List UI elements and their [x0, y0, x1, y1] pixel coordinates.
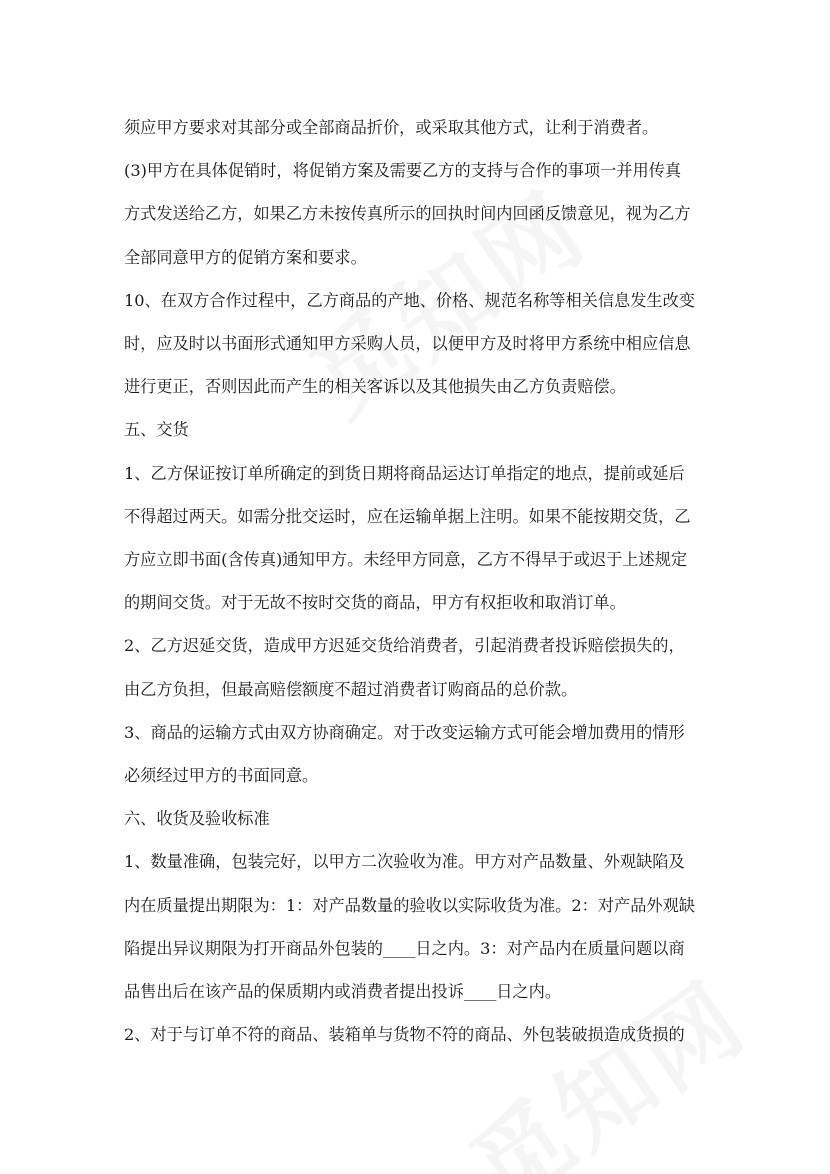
text-line: 1、数量准确，包装完好，以甲方二次验收为准。甲方对产品数量、外观缺陷及: [124, 852, 685, 872]
text-line: 3、商品的运输方式由双方协商确定。对于改变运输方式可能会增加费用的情形: [124, 722, 685, 742]
paragraph: [124, 711, 712, 797]
text-line: 1、乙方保证按订单所确定的到货日期将商品运达订单指定的地点，提前或延后: [124, 463, 685, 483]
text-line: 方式发送给乙方，如果乙方未按传真所示的回执时间内回函反馈意见，视为乙方: [124, 204, 691, 224]
paragraph: [124, 624, 712, 710]
text-line: 方应立即书面(含传真)通知甲方。未经甲方同意，乙方不得早于或迟于上述规定: [124, 550, 688, 570]
text-line: 必须经过甲方的书面同意。: [124, 766, 319, 786]
text-line: 2、对于与订单不符的商品、装箱单与货物不符的商品、外包装破损造成货损的: [124, 1025, 685, 1045]
text-line: 时，应及时以书面形式通知甲方采购人员，以便甲方及时将甲方系统中相应信息: [124, 334, 691, 354]
text-line: 的期间交货。对于无故不按时交货的商品，甲方有权拒收和取消订单。: [124, 593, 626, 613]
paragraph: [124, 1013, 712, 1056]
text-line: 须应甲方要求对其部分或全部商品折价，或采取其他方式，让利于消费者。: [124, 118, 659, 137]
section-heading: [124, 797, 712, 840]
text-line: 由乙方负担，但最高赔偿额度不超过消费者订购商品的总价款。: [124, 679, 578, 699]
text-line: 品售出后在该产品的保质期内或消费者提出投诉____日之内。: [124, 982, 562, 1002]
text-line: 全部同意甲方的促销方案和要求。: [124, 247, 367, 267]
text-line: 进行更正，否则因此而产生的相关客诉以及其他损失由乙方负责赔偿。: [124, 377, 626, 397]
text-line: (3)甲方在具体促销时，将促销方案及需要乙方的支持与合作的事项一并用传真: [124, 161, 682, 181]
text-line: 六、收货及验收标准: [124, 809, 270, 829]
section-heading: [124, 408, 712, 451]
paragraph: [124, 840, 712, 1013]
body-text: [124, 106, 712, 1056]
text-line: 五、交货: [124, 420, 189, 440]
paragraph: [124, 106, 712, 149]
text-line: 2、乙方迟延交货，造成甲方迟延交货给消费者，引起消费者投诉赔偿损失的，: [124, 636, 685, 656]
paragraph: [124, 452, 712, 625]
paragraph: [124, 149, 712, 279]
paragraph: [124, 279, 712, 409]
text-line: 不得超过两天。如需分批交运时，应在运输单据上注明。如果不能按期交货，乙: [124, 506, 691, 526]
text-line: 陷提出异议期限为打开商品外包装的____日之内。3：对产品内在质量问题以商: [124, 938, 685, 958]
text-line: 内在质量提出期限为：1：对产品数量的验收以实际收货为准。2：对产品外观缺: [124, 895, 695, 915]
text-line: 10、在双方合作过程中，乙方商品的产地、价格、规范名称等相关信息发生改变: [124, 290, 695, 310]
